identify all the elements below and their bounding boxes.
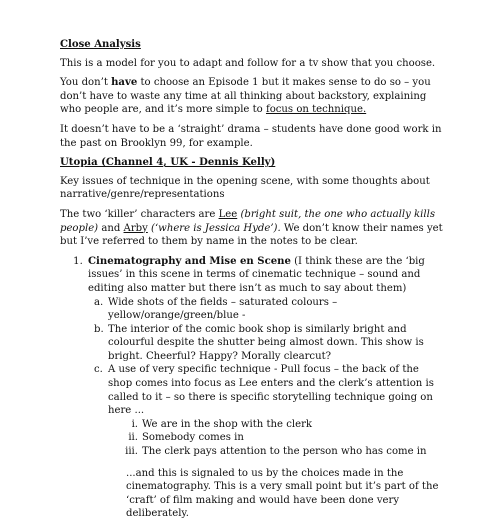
list-marker: iii. (125, 446, 138, 458)
list-item-text: Wide shots of the fields – saturated colours – yellow/orange/green/blue - (108, 296, 338, 322)
characters-text-a: The two ‘killer’ characters are (60, 208, 219, 220)
have-bold: have (111, 77, 138, 89)
close-analysis-heading: Close Analysis (60, 39, 141, 50)
list-item-text: The interior of the comic book shop is similarly bright and colourful despite the shutter being almost down. This show is bright. Cheerful? Happy? Morally clearcut? (108, 323, 424, 362)
list-item-text: A use of very specific technique - Pull focus – the back of the shop comes into focus as Lee enters and the clerk’s attention is called to it – so there is specific storytelling technique going on here ... (108, 364, 434, 417)
drama-paragraph: It doesn’t have to be a ‘straight’ drama – students have done good work in the past on Brooklyn 99, for example. (60, 123, 442, 149)
list-marker: ii. (128, 432, 138, 444)
key-issues-paragraph: Key issues of technique in the opening scene, with some thoughts about narrative/genre/representations (60, 175, 430, 201)
list-item (94, 296, 443, 323)
list-marker: c. (94, 364, 103, 376)
list-item-text: The clerk pays attention to the person who has come in (142, 446, 427, 458)
list-item (131, 418, 443, 432)
sublist-roman (108, 418, 443, 459)
focus-technique-link[interactable]: focus on technique. (265, 104, 367, 116)
lee-name: Lee (218, 208, 238, 220)
characters-text-e: We don’t know their names yet but I’ve referred to them by name in the notes to be clear. (60, 222, 443, 248)
utopia-heading: Utopia (Channel 4, UK - Dennis Kelly) (60, 157, 276, 169)
characters-paragraph (60, 208, 443, 249)
analysis-list (60, 255, 443, 459)
list-marker: a. (94, 296, 104, 308)
list-marker: i. (131, 418, 138, 430)
section-title: Cinematography and Mise en Scene (88, 255, 291, 267)
list-item-text: We are in the shop with the clerk (142, 418, 313, 430)
list-item (94, 323, 443, 364)
episode-paragraph (60, 76, 443, 117)
arby-name: Arby (123, 222, 148, 234)
document-body (60, 38, 443, 521)
section-cinematography (86, 255, 443, 459)
closing-paragraph: ...and this is signaled to us by the choices made in the cinematography. This is a very small point but it’s part of the ‘craft’ of film making and would have been done very deliberately. (126, 467, 439, 520)
episode-text-mid: to choose an Episode 1 but it makes sense to do so – you don’t have to waste any time at all thinking about backstory, explaining who people are, and it’s more simple to (60, 77, 431, 116)
episode-text-before: You don’t (60, 77, 112, 89)
sublist-letters (88, 296, 443, 459)
section-text: (I think these are the ‘big issues’ in this scene in terms of cinematic technique – sound and editing also matter but there isn’t as much to say about them) (88, 255, 425, 294)
list-item (125, 445, 443, 459)
list-item (128, 431, 443, 445)
lee-description: (bright suit, the one who actually kills people) (60, 208, 436, 234)
list-marker: b. (94, 323, 104, 335)
intro-paragraph: This is a model for you to adapt and follow for a tv show that you choose. (60, 57, 436, 69)
arby-description: (‘where is Jessica Hyde’). (151, 222, 281, 234)
list-item (94, 363, 443, 458)
list-item-text: Somebody comes in (142, 432, 244, 444)
characters-text-c: and (98, 222, 124, 234)
